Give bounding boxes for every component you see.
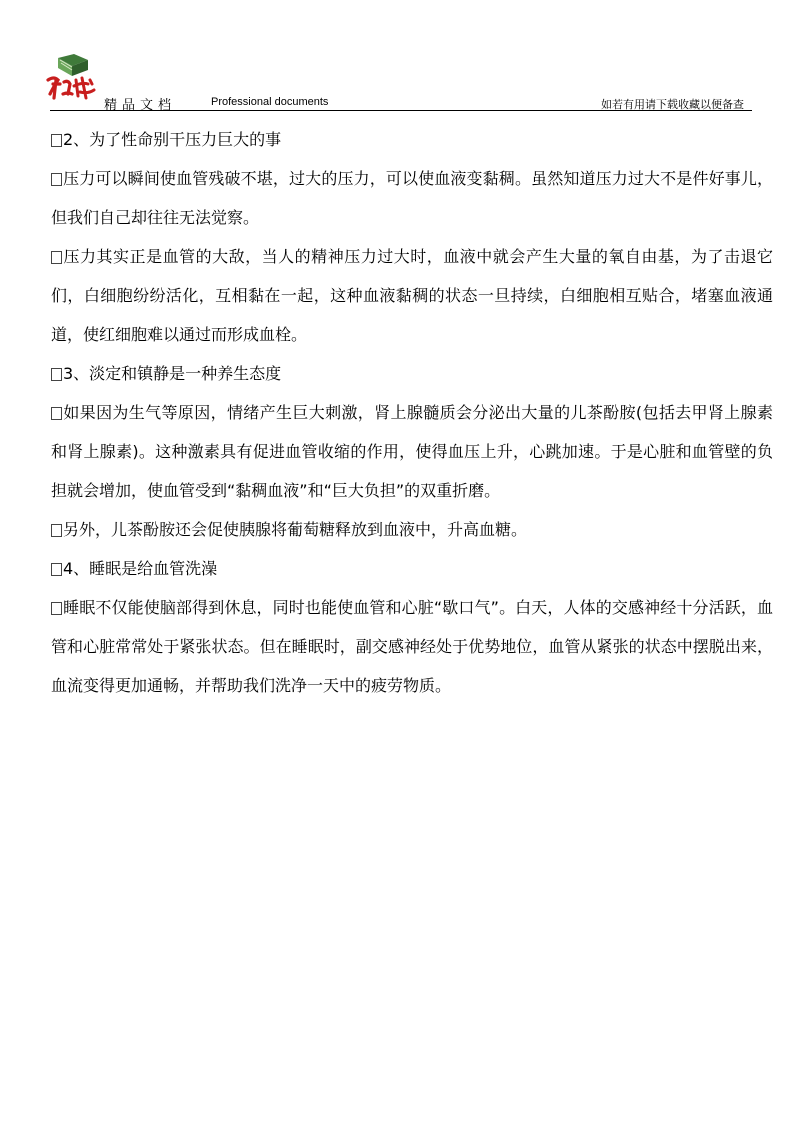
- paragraph-text: 压力其实正是血管的大敌，当人的精神压力过大时，血液中就会产生大量的氧自由基，为了击退它们，白细胞纷纷活化，互相黏在一起，这种血液黏稠的状态一旦持续，白细胞相互贴合，堵塞血液通道，使红细胞难以通过而形成血栓。: [51, 247, 773, 344]
- checkbox-glyph-icon: [51, 602, 62, 615]
- checkbox-glyph-icon: [51, 134, 62, 147]
- checkbox-glyph-icon: [51, 251, 62, 264]
- paragraph-text: 睡眠不仅能使脑部得到休息，同时也能使血管和心脏“歇口气”。白天，人体的交感神经十分活跃，血管和心脏常常处于紧张状态。但在睡眠时，副交感神经处于优势地位，血管从紧张的状态中摆脱出来，血流变得更加通畅，并帮助我们洗净一天中的疲劳物质。: [51, 598, 773, 695]
- paragraph-text: 2、为了性命别干压力巨大的事: [63, 130, 282, 149]
- body-paragraph: [51, 393, 773, 510]
- checkbox-glyph-icon: [51, 524, 62, 537]
- document-body: [51, 120, 773, 705]
- paragraph-text: 如果因为生气等原因，情绪产生巨大刺激，肾上腺髓质会分泌出大量的儿茶酚胺(包括去甲肾上腺素和肾上腺素)。这种激素具有促进血管收缩的作用，使得血压上升，心跳加速。于是心脏和血管壁的负担就会增加，使血管受到“黏稠血液”和“巨大负担”的双重折磨。: [51, 403, 773, 500]
- section-heading: [51, 354, 773, 393]
- body-paragraph: [51, 237, 773, 354]
- body-paragraph: [51, 588, 773, 705]
- checkbox-glyph-icon: [51, 407, 62, 420]
- paragraph-text: 3、淡定和镇静是一种养生态度: [63, 364, 282, 383]
- header-title: 精品文档: [104, 98, 177, 113]
- section-heading: [51, 120, 773, 159]
- body-paragraph: [51, 159, 773, 237]
- page-header: [0, 0, 794, 112]
- checkbox-glyph-icon: [51, 563, 62, 576]
- paragraph-text: 4、睡眠是给血管洗澡: [63, 559, 218, 578]
- header-download-note: 如若有用请下载收藏以便备查: [601, 98, 744, 111]
- checkbox-glyph-icon: [51, 368, 62, 381]
- paragraph-text: 另外，儿茶酚胺还会促使胰腺将葡萄糖释放到血液中，升高血糖。: [63, 520, 528, 539]
- header-divider: [50, 110, 752, 111]
- zhishi-logo-icon: [44, 50, 100, 106]
- checkbox-glyph-icon: [51, 173, 62, 186]
- header-subtitle: Professional documents: [211, 96, 329, 108]
- body-paragraph: [51, 510, 773, 549]
- section-heading: [51, 549, 773, 588]
- paragraph-text: 压力可以瞬间使血管残破不堪，过大的压力，可以使血液变黏稠。虽然知道压力过大不是件好事儿，但我们自己却往往无法觉察。: [51, 169, 773, 227]
